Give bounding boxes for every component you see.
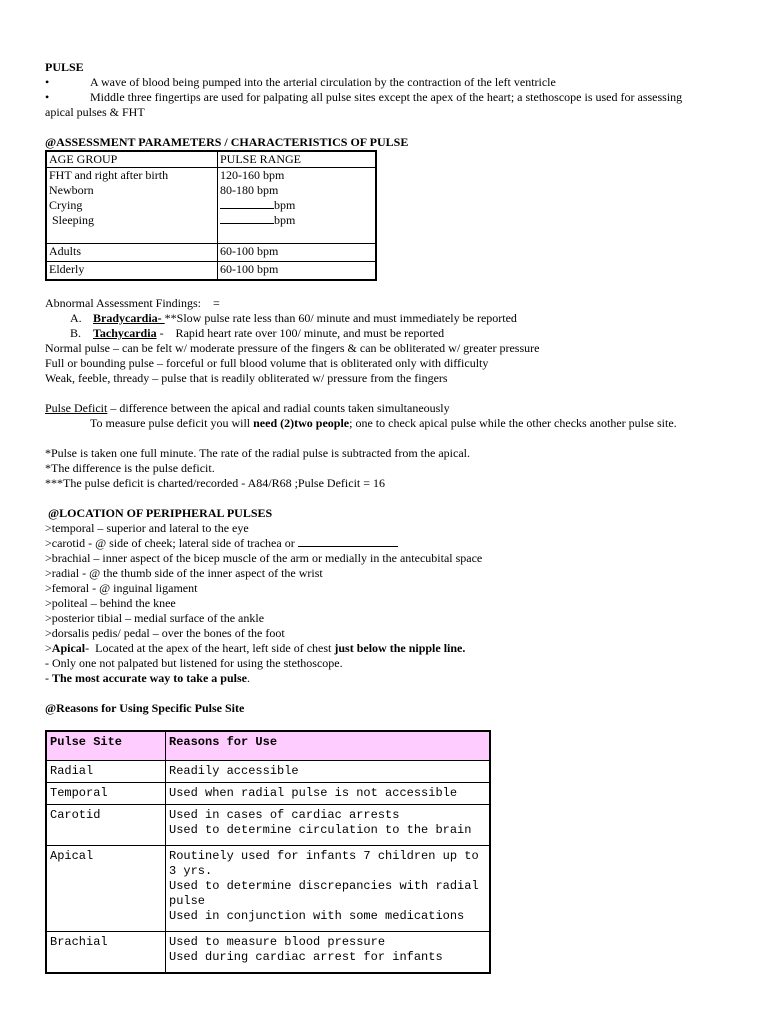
- age-cell: FHT and right after birth: [49, 168, 169, 182]
- reasons-heading: @Reasons for Using Specific Pulse Site: [45, 701, 245, 715]
- deficit-note: *Pulse is taken one full minute. The rate of the radial pulse is subtracted from the apical.: [45, 446, 470, 460]
- range-cell: bpm: [274, 198, 296, 212]
- assessment-heading: @ASSESSMENT PARAMETERS / CHARACTERISTICS OF PULSE: [45, 135, 409, 149]
- deficit-note: *The difference is the pulse deficit.: [45, 461, 215, 475]
- list-item: >temporal – superior and lateral to the eye: [45, 521, 249, 535]
- site-cell: Temporal: [46, 783, 166, 805]
- pulse-bullet-2: [45, 90, 725, 105]
- reason-text: Routinely used for infants 7 children up to 3 yrs.: [169, 849, 479, 878]
- age-cell: Newborn: [49, 183, 94, 197]
- age-cell: Sleeping: [49, 213, 94, 227]
- accurate-note: - The most accurate way to take a pulse.: [45, 671, 250, 685]
- col-age-group: AGE GROUP: [46, 151, 218, 168]
- list-item: >dorsalis pedis/ pedal – over the bones of the foot: [45, 626, 285, 640]
- document-page: [45, 60, 725, 974]
- table-row: [46, 805, 490, 846]
- col-pulse-range: PULSE RANGE: [218, 151, 377, 168]
- range-cell: 80-180 bpm: [220, 183, 279, 197]
- bounding-pulse-line: Full or bounding pulse – forceful or full blood volume that is obliterated only with difficulty: [45, 356, 489, 370]
- blank-line: [220, 223, 274, 224]
- apical-note: - Only one not palpated but listened for using the stethoscope.: [45, 656, 343, 670]
- reason-text: Used to determine circulation to the brain: [169, 823, 472, 837]
- table-row: [46, 783, 490, 805]
- bradycardia-term: Bradycardia-: [93, 311, 165, 325]
- age-cell: Elderly: [46, 262, 218, 281]
- pulse-deficit-definition: Pulse Deficit – difference between the apical and radial counts taken simultaneously: [45, 401, 450, 415]
- list-item: >femoral - @ inguinal ligament: [45, 581, 198, 595]
- apical-term: Apical: [51, 641, 86, 655]
- list-item: >carotid - @ side of cheek; lateral side of trachea or: [45, 536, 725, 551]
- peripheral-heading: @LOCATION OF PERIPHERAL PULSES: [45, 506, 273, 520]
- pulse-bullet-1: [45, 75, 725, 90]
- reason-text: Used to determine discrepancies with radial pulse: [169, 879, 479, 908]
- site-cell: Carotid: [46, 805, 166, 846]
- list-item: >posterior tibial – medial surface of the ankle: [45, 611, 265, 625]
- age-cell: Adults: [46, 244, 218, 262]
- reason-text: Used during cardiac arrest for infants: [169, 950, 443, 964]
- reason-text: Used in cases of cardiac arrests: [169, 808, 400, 822]
- pulse-title: PULSE: [45, 60, 84, 74]
- site-cell: Brachial: [46, 932, 166, 974]
- tachycardia-line: B. Tachycardia - Rapid heart rate over 100/ minute, and must be reported: [70, 326, 445, 340]
- bullet-text: A wave of blood being pumped into the arterial circulation by the contraction of the left ventricle: [90, 75, 556, 89]
- blank-line: [298, 546, 398, 547]
- bullet-mark: •: [45, 75, 50, 89]
- abnormal-heading: Abnormal Assessment Findings: =: [45, 296, 220, 310]
- table-header-row: [46, 151, 376, 168]
- bradycardia-line: A. Bradycardia- **Slow pulse rate less than 60/ minute and must immediately be reported: [70, 311, 517, 325]
- pulse-site-table: [45, 730, 491, 974]
- deficit-note: ***The pulse deficit is charted/recorded - A84/R68 ;Pulse Deficit = 16: [45, 476, 386, 490]
- bullet-mark: •: [45, 90, 50, 104]
- bullet-text: Middle three fingertips are used for palpating all pulse sites except the apex of the heart; a stethoscope is used for assessing: [90, 90, 683, 104]
- table-row: [46, 168, 376, 244]
- table-row: [46, 846, 490, 932]
- table-row: [46, 932, 490, 974]
- list-item: >brachial – inner aspect of the bicep muscle of the arm or medially in the antecubital space: [45, 551, 483, 565]
- table-row: [46, 262, 376, 281]
- reason-text: Readily accessible: [169, 764, 299, 778]
- age-cell: Crying: [49, 198, 83, 212]
- list-item: >radial - @ the thumb side of the inner aspect of the wrist: [45, 566, 323, 580]
- range-cell: 60-100 bpm: [218, 262, 377, 281]
- reason-text: Used to measure blood pressure: [169, 935, 386, 949]
- site-cell: Apical: [46, 846, 166, 932]
- tachycardia-term: Tachycardia: [93, 326, 157, 340]
- apical-line: >Apical- Located at the apex of the heart, left side of chest just below the nipple line.: [45, 641, 466, 655]
- pulse-deficit-measure: To measure pulse deficit you will need (2)two people; one to check apical pulse while the other checks another pulse site.: [90, 416, 677, 430]
- table-header-row: [46, 731, 490, 761]
- age-pulse-table: [45, 150, 377, 281]
- col-reasons: Reasons for Use: [166, 731, 491, 761]
- pulse-deficit-term: Pulse Deficit: [45, 401, 108, 415]
- range-cell: 120-160 bpm: [220, 168, 285, 182]
- weak-pulse-line: Weak, feeble, thready – pulse that is readily obliterated w/ pressure from the fingers: [45, 371, 448, 385]
- blank-line: [220, 208, 274, 209]
- table-row: [46, 244, 376, 262]
- site-cell: Radial: [46, 761, 166, 783]
- range-cell: 60-100 bpm: [218, 244, 377, 262]
- normal-pulse-line: Normal pulse – can be felt w/ moderate pressure of the fingers & can be obliterated w/ greater pressure: [45, 341, 540, 355]
- col-pulse-site: Pulse Site: [46, 731, 166, 761]
- range-cell: bpm: [274, 213, 296, 227]
- table-row: [46, 761, 490, 783]
- reason-text: Used in conjunction with some medications: [169, 909, 465, 923]
- pulse-bullet-2-cont: apical pulses & FHT: [45, 105, 145, 119]
- reason-text: Used when radial pulse is not accessible: [169, 786, 458, 800]
- list-item: >politeal – behind the knee: [45, 596, 176, 610]
